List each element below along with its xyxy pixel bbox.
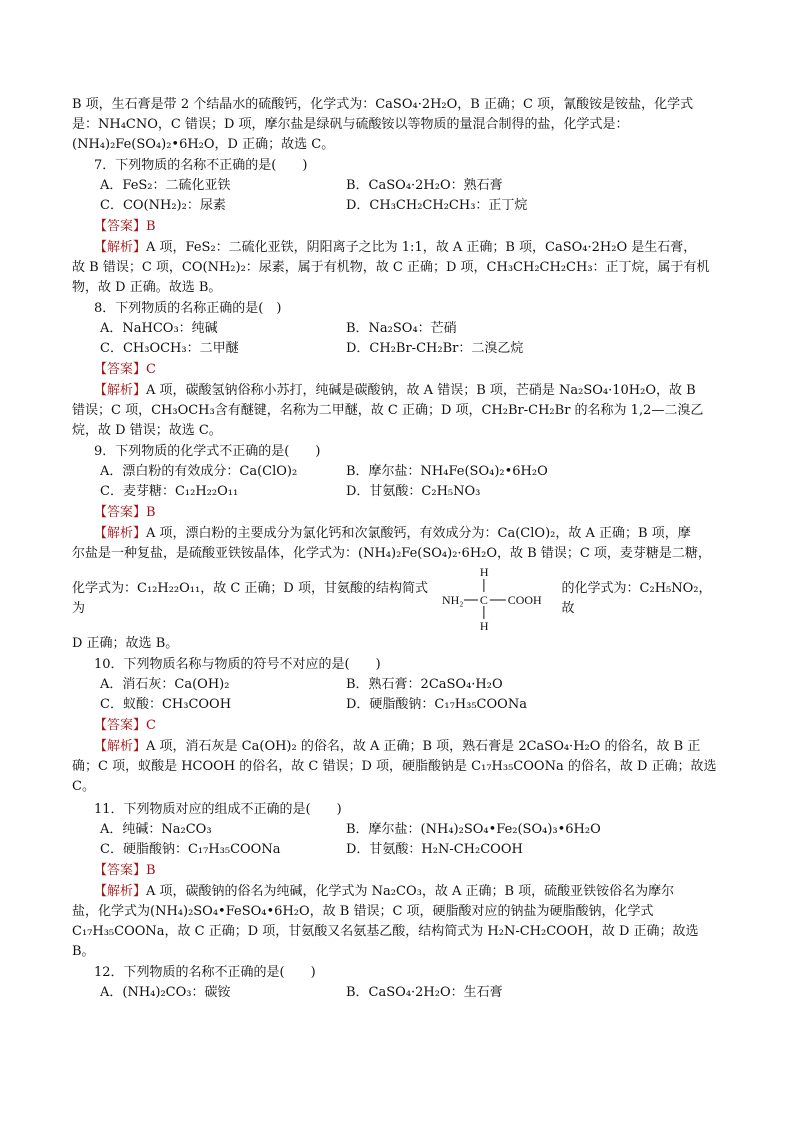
struct-h-bottom: H bbox=[479, 618, 489, 633]
q9-option-d: D．甘氨酸：C₂H₅NO₃ bbox=[346, 484, 481, 499]
q9-option-c: C．麦芽糖：C₁₂H₂₂O₁₁ bbox=[100, 484, 239, 499]
q11-option-c: C．硬脂酸钠：C₁₇H₃₅COONa bbox=[100, 842, 281, 857]
q8-option-a: A．NaHCO₃：纯碱 bbox=[100, 321, 218, 336]
q8-explanation-line-2: 错误；C 项，CH₃OCH₃含有醚键，名称为二甲醚，故 C 正确；D 项，CH₂Br-CH₂Br 的名称为 1,2—二溴乙 bbox=[72, 403, 704, 418]
q8-explanation-line-3: 烷，故 D 错误；故选 C。 bbox=[72, 423, 222, 438]
q9-explanation-line-3: 化学式为：C₁₂H₂₂O₁₁，故 C 正确；D 项，甘氨酸的结构简式为 NH₂ C COOH H H 的化学式为：C₂H₅NO₂，故 bbox=[72, 565, 712, 633]
q9-options-row-1 bbox=[72, 462, 724, 482]
q10-answer: 【答案】C bbox=[94, 718, 156, 733]
q10-explanation-line-3: C。 bbox=[72, 779, 95, 794]
q11-explanation-line-2: 盐，化学式为(NH₄)₂SO₄•FeSO₄•6H₂O，故 B 错误；C 项，硬脂酸对应的钠盐为硬脂酸钠，化学式 bbox=[72, 904, 654, 919]
q7-option-b: B．CaSO₄·2H₂O：熟石膏 bbox=[346, 178, 503, 193]
q7-explanation-line-2: 故 B 错误；C 项，CO(NH₂)₂：尿素，属于有机物，故 C 正确；D 项，CH₃CH₂CH₂CH₃：正丁烷，属于有机 bbox=[72, 260, 710, 275]
q8-explanation-line-1: 【解析】A 项，碳酸氢钠俗称小苏打，纯碱是碳酸钠，故 A 错误；B 项，芒硝是 Na₂SO₄·10H₂O，故 B bbox=[94, 383, 696, 398]
q10-option-b: B．熟石膏：2CaSO₄·H₂O bbox=[346, 677, 503, 692]
q7-option-a: A．FeS₂：二硫化亚铁 bbox=[100, 178, 231, 193]
q9-explanation-line-1: 【解析】A 项，漂白粉的主要成分为氯化钙和次氯酸钙，有效成分为：Ca(ClO)₂，故 A 正确；B 项，摩 bbox=[94, 526, 691, 541]
struct-h-top: H bbox=[479, 565, 489, 580]
q8-stem: 8．下列物质的名称正确的是( ) bbox=[94, 301, 282, 316]
q11-explanation-line-3: C₁₇H₃₅COONa，故 C 正确；D 项，甘氨酸又名氨基乙酸，结构简式为 H₂N-CH₂COOH，故 D 正确；故选 B。 bbox=[72, 924, 699, 959]
q8-option-d: D．CH₂Br-CH₂Br：二溴乙烷 bbox=[346, 341, 524, 356]
q11-option-a: A．纯碱：Na₂CO₃ bbox=[100, 822, 212, 837]
q8-options-row-1 bbox=[72, 319, 724, 339]
q8-answer: 【答案】C bbox=[94, 362, 156, 377]
q7-option-d: D．CH₃CH₂CH₂CH₃：正丁烷 bbox=[346, 198, 528, 213]
q7-option-c: C．CO(NH₂)₂：尿素 bbox=[100, 198, 226, 213]
q9-explanation-line-4: D 正确；故选 B。 bbox=[72, 636, 179, 651]
q10-stem: 10．下列物质名称与物质的符号不对应的是( ) bbox=[94, 657, 381, 672]
q10-option-c: C．蚁酸：CH₃COOH bbox=[100, 697, 232, 712]
q12-options-row-1 bbox=[72, 983, 724, 1003]
q10-option-a: A．消石灰：Ca(OH)₂ bbox=[100, 677, 230, 692]
prev-explanation-line-3: (NH₄)₂Fe(SO₄)₂•6H₂O，D 正确；故选 C。 bbox=[72, 137, 335, 152]
q11-explanation-line-1: 【解析】A 项，碳酸钠的俗名为纯碱，化学式为 Na₂CO₃，故 A 正确；B 项，硫酸亚铁铵俗名为摩尔 bbox=[94, 884, 675, 899]
glycine-structure-diagram bbox=[442, 564, 560, 634]
q9-stem: 9．下列物质的化学式不正确的是( ) bbox=[94, 444, 321, 459]
q7-explanation-line-3: 物，故 D 正确。故选 B。 bbox=[72, 280, 222, 295]
struct-c: C bbox=[479, 592, 488, 607]
q11-answer: 【答案】B bbox=[94, 863, 156, 878]
q10-explanation-line-2: 确；C 项，蚁酸是 HCOOH 的俗名，故 C 错误；D 项，硬脂酸钠是 C₁₇H₃₅COONa 的俗名，故 D 正确；故选 bbox=[72, 759, 717, 774]
q7-answer: 【答案】B bbox=[94, 219, 156, 234]
q10-options-row-1 bbox=[72, 675, 724, 695]
struct-nh2: NH₂ bbox=[441, 592, 464, 607]
q9-answer: 【答案】B bbox=[94, 505, 156, 520]
q11-option-b: B．摩尔盐：(NH₄)₂SO₄•Fe₂(SO₄)₃•6H₂O bbox=[346, 822, 601, 837]
q9-explanation-line-2: 尔盐是一种复盐，是硫酸亚铁铵晶体，化学式为：(NH₄)₂Fe(SO₄)₂·6H₂O，故 B 错误；C 项，麦芽糖是二糖， bbox=[72, 546, 711, 561]
q8-option-c: C．CH₃OCH₃：二甲醚 bbox=[100, 341, 239, 356]
q7-explanation-line-1: 【解析】A 项，FeS₂：二硫化亚铁，阴阳离子之比为 1:1，故 A 正确；B 项，CaSO₄·2H₂O 是生石膏， bbox=[94, 240, 697, 255]
q11-options-row-1 bbox=[72, 820, 724, 840]
q10-explanation-line-1: 【解析】A 项，消石灰是 Ca(OH)₂ 的俗名，故 A 正确；B 项，熟石膏是 2CaSO₄·H₂O 的俗名，故 B 正 bbox=[94, 739, 701, 754]
q9-options-row-2 bbox=[72, 482, 724, 502]
struct-cooh: COOH bbox=[507, 592, 542, 607]
q10-option-d: D．硬脂酸钠：C₁₇H₃₅COONa bbox=[346, 697, 527, 712]
q9-option-b: B．摩尔盐：NH₄Fe(SO₄)₂•6H₂O bbox=[346, 464, 548, 479]
q12-option-b: B．CaSO₄·2H₂O：生石膏 bbox=[346, 985, 503, 1000]
q9-option-a: A．漂白粉的有效成分：Ca(ClO)₂ bbox=[100, 464, 298, 479]
q10-options-row-2 bbox=[72, 695, 724, 715]
q11-stem: 11．下列物质对应的组成不正确的是( ) bbox=[94, 802, 342, 817]
q11-options-row-2 bbox=[72, 840, 724, 860]
q7-options-row-2 bbox=[72, 196, 724, 216]
q12-stem: 12．下列物质的名称不正确的是( ) bbox=[94, 965, 316, 980]
q7-stem: 7．下列物质的名称不正确的是( ) bbox=[94, 158, 308, 173]
document-content bbox=[72, 95, 724, 1003]
q11-option-d: D．甘氨酸：H₂N-CH₂COOH bbox=[346, 842, 523, 857]
prev-explanation-line-1: B 项，生石膏是带 2 个结晶水的硫酸钙，化学式为：CaSO₄·2H₂O，B 正确；C 项，氰酸铵是铵盐，化学式 bbox=[72, 97, 694, 112]
q8-options-row-2 bbox=[72, 339, 724, 359]
q7-options-row-1 bbox=[72, 176, 724, 196]
q12-option-a: A．(NH₄)₂CO₃：碳铵 bbox=[100, 985, 231, 1000]
prev-explanation-line-2: 是：NH₄CNO，C 错误；D 项，摩尔盐是绿矾与硫酸铵以等物质的量混合制得的盐，化学式是： bbox=[72, 117, 629, 132]
q8-option-b: B．Na₂SO₄：芒硝 bbox=[346, 321, 457, 336]
